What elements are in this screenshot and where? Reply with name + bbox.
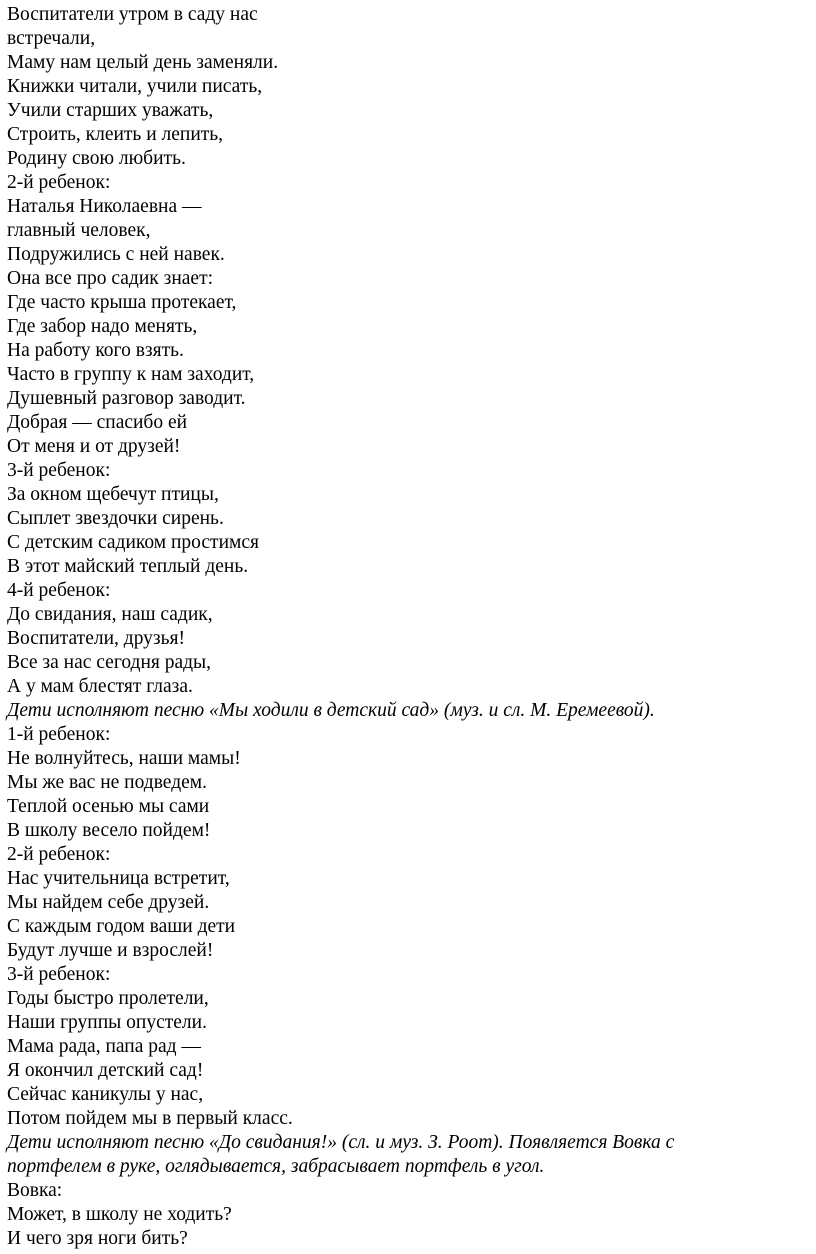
text-line: Где забор надо менять, (7, 316, 198, 337)
text-line: 1-й ребенок: (7, 724, 111, 745)
stage-direction-line: Дети исполняют песню «Мы ходили в детский сад» (муз. и сл. М. Еремеевой). (7, 700, 655, 721)
text-line: Часто в группу к нам заходит, (7, 364, 255, 385)
text-line: Подружились с ней навек. (7, 244, 225, 265)
text-line: С каждым годом ваши дети (7, 916, 236, 937)
text-line: На работу кого взять. (7, 340, 184, 361)
text-line: Где часто крыша протекает, (7, 292, 237, 313)
text-line: Вовка: (7, 1180, 63, 1201)
text-line: Мы же вас не подведем. (7, 772, 207, 793)
text-line: До свидания, наш садик, (7, 604, 213, 625)
text-line: главный человек, (7, 220, 151, 241)
text-line: Потом пойдем мы в первый класс. (7, 1108, 293, 1129)
document-text (7, 3, 807, 1251)
text-line: А у мам блестят глаза. (7, 676, 193, 697)
text-line: В этот майский теплый день. (7, 556, 249, 577)
text-line: 2-й ребенок: (7, 172, 111, 193)
text-line: Строить, клеить и лепить, (7, 124, 224, 145)
text-line: Нас учительница встретит, (7, 868, 230, 889)
text-line: Сыплет звездочки сирень. (7, 508, 224, 529)
text-line: 3-й ребенок: (7, 964, 111, 985)
text-line: От меня и от друзей! (7, 436, 181, 457)
text-line: Мама рада, папа рад — (7, 1036, 201, 1057)
text-line: Воспитатели, друзья! (7, 628, 185, 649)
text-line: Наталья Николаевна — (7, 196, 202, 217)
text-line: 3-й ребенок: (7, 460, 111, 481)
text-line: Маму нам целый день заменяли. (7, 52, 279, 73)
text-line: 4-й ребенок: (7, 580, 111, 601)
text-line: Мы найдем себе друзей. (7, 892, 210, 913)
text-line: Родину свою любить. (7, 148, 186, 169)
text-line: Книжки читали, учили писать, (7, 76, 263, 97)
text-line: Все за нас сегодня рады, (7, 652, 212, 673)
text-line: Теплой осенью мы сами (7, 796, 210, 817)
text-line: С детским садиком простимся (7, 532, 259, 553)
text-line: Учили старших уважать, (7, 100, 214, 121)
text-line: Воспитатели утром в саду нас (7, 4, 258, 25)
stage-direction-line: Дети исполняют песню «До свидания!» (сл. и муз. З. Роот). Появляется Вовка с (7, 1132, 675, 1153)
stage-direction-line: портфелем в руке, оглядывается, забрасывает портфель в угол. (7, 1156, 545, 1177)
text-line: Добрая — спасибо ей (7, 412, 188, 433)
text-line: Годы быстро пролетели, (7, 988, 209, 1009)
text-line: Может, в школу не ходить? (7, 1204, 232, 1225)
text-line: Будут лучше и взрослей! (7, 940, 214, 961)
text-line: встречали, (7, 28, 96, 49)
text-line: В школу весело пойдем! (7, 820, 211, 841)
text-line: Не волнуйтесь, наши мамы! (7, 748, 241, 769)
text-line: И чего зря ноги бить? (7, 1228, 188, 1249)
text-line: Она все про садик знает: (7, 268, 214, 289)
text-line: Я окончил детский сад! (7, 1060, 204, 1081)
text-line: 2-й ребенок: (7, 844, 111, 865)
text-line: Душевный разговор заводит. (7, 388, 246, 409)
text-line: За окном щебечут птицы, (7, 484, 219, 505)
text-line: Наши группы опустели. (7, 1012, 207, 1033)
text-line: Сейчас каникулы у нас, (7, 1084, 204, 1105)
